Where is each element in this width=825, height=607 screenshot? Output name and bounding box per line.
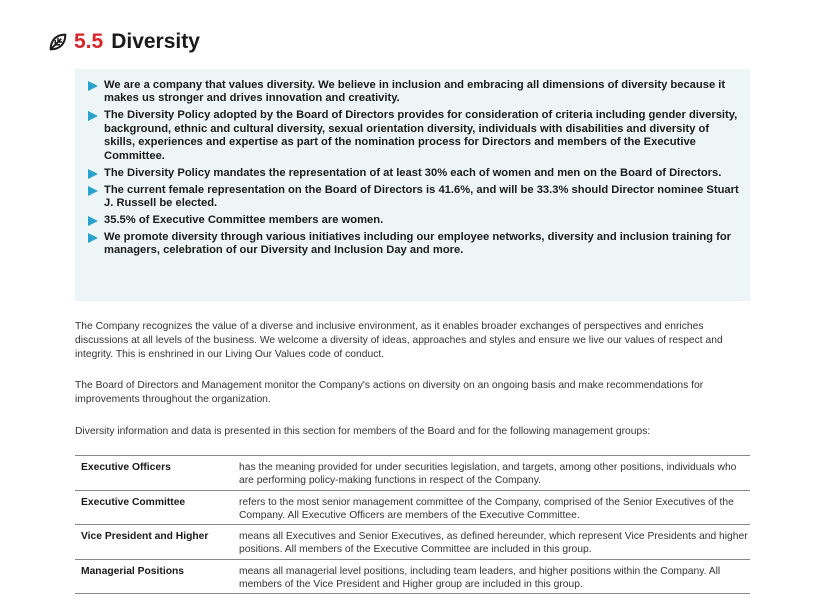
triangle-bullet-icon [88,111,98,121]
triangle-bullet-icon [88,81,98,91]
triangle-bullet-icon [88,216,98,226]
group-term: Vice President and Higher [75,525,233,560]
highlight-item: We are a company that values diversity. We believe in inclusion and embracing all dimensions of diversity because it makes us stronger and drives innovation and creativity. [87,79,740,106]
leaf-icon [47,31,69,53]
section-title: Diversity [111,30,200,53]
management-groups-table [75,455,750,594]
highlight-item: The Diversity Policy adopted by the Board of Directors provides for consideration of criteria including gender diversity, background, ethnic and cultural diversity, sexual orientation diversity, individuals with disabilities and diversity of skills, experiences and expertise as part of the nomination process for Directors and members of the Executive Committee. [87,109,740,163]
body-paragraph: The Board of Directors and Management monitor the Company's actions on diversity on an ongoing basis and make recommendations for improvements throughout the organization. [75,380,704,406]
section-header [47,30,200,54]
highlights-box [75,69,750,301]
group-definition: means all Executives and Senior Executives, as defined hereunder, which represent Vice Presidents and higher positions. All members of the Executive Committee are included in this group. [233,525,750,560]
group-definition: means all managerial level positions, including team leaders, and higher positions within the Company. All members of the Vice President and Higher group are included in this group. [233,559,750,594]
group-term: Executive Officers [75,456,233,491]
highlight-item: The Diversity Policy mandates the representation of at least 30% each of women and men on the Board of Directors. [87,167,740,180]
group-term: Executive Committee [75,490,233,525]
triangle-bullet-icon [88,233,98,243]
table-row [75,559,750,594]
table-row [75,490,750,525]
body-paragraph: Diversity information and data is presented in this section for members of the Board and for the following management groups: [75,426,651,437]
table-row [75,525,750,560]
body-paragraph: The Company recognizes the value of a diverse and inclusive environment, as it enables broader exchanges of perspectives and enriches discussions at all levels of the business. We welcome a diversity of ideas, approaches and styles and ensure we live our values of respect and integrity. This is enshrined in our Living Our Values code of conduct. [75,321,723,361]
table-row [75,456,750,491]
group-term: Managerial Positions [75,559,233,594]
group-definition: has the meaning provided for under securities legislation, and targets, among other positions, individuals who are performing policy-making functions in respect of the Company. [233,456,750,491]
highlights-list [87,79,740,258]
highlight-item: 35.5% of Executive Committee members are women. [87,214,740,227]
highlight-item: The current female representation on the Board of Directors is 41.6%, and will be 33.3% should Director nominee Stuart J. Russell be elected. [87,184,740,211]
highlight-item: We promote diversity through various initiatives including our employee networks, diversity and inclusion training for managers, celebration of our Diversity and Inclusion Day and more. [87,231,740,258]
group-definition: refers to the most senior management committee of the Company, comprised of the Senior Executives of the Company. All Executive Officers are members of the Executive Committee. [233,490,750,525]
section-number: 5.5 [74,30,104,53]
triangle-bullet-icon [88,186,98,196]
triangle-bullet-icon [88,169,98,179]
